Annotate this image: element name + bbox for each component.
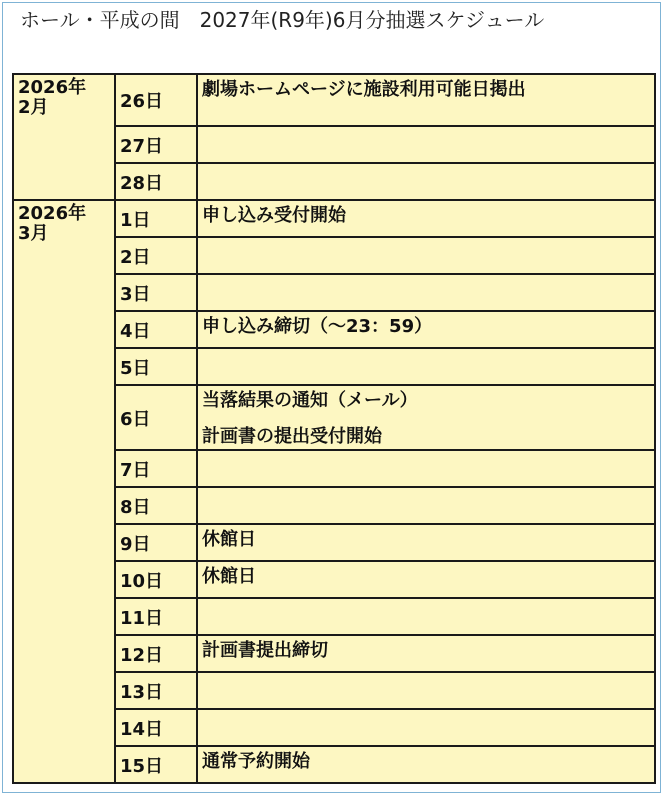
event-cell [197, 126, 655, 163]
event-text: 計画書の提出受付開始 [202, 426, 382, 447]
month-label: 2月 [18, 97, 49, 118]
day-cell: 11日 [115, 598, 197, 635]
day-cell: 28日 [115, 163, 197, 200]
event-cell [197, 74, 655, 126]
day-cell: 3日 [115, 274, 197, 311]
event-cell [197, 487, 655, 524]
day-cell: 26日 [115, 74, 197, 126]
month-label: 3月 [18, 223, 49, 244]
event-cell [197, 163, 655, 200]
table-row [13, 74, 655, 126]
event-text: 劇場ホームページに施設利用可能日掲出 [202, 79, 526, 100]
event-text: 通常予約開始 [202, 751, 310, 772]
event-cell [197, 237, 655, 274]
month-cell [13, 200, 115, 783]
event-cell [197, 524, 655, 561]
day-cell: 9日 [115, 524, 197, 561]
day-cell: 1日 [115, 200, 197, 237]
schedule-body [13, 74, 655, 783]
event-cell [197, 200, 655, 237]
day-cell: 10日 [115, 561, 197, 598]
day-cell: 27日 [115, 126, 197, 163]
event-text: 計画書提出締切 [202, 640, 328, 661]
event-text: 休館日 [202, 529, 256, 550]
table-row [13, 200, 655, 237]
event-cell [197, 672, 655, 709]
event-cell [197, 746, 655, 783]
day-cell: 14日 [115, 709, 197, 746]
event-cell [197, 450, 655, 487]
page-title: ホール・平成の間 2027年(R9年)6月分抽選スケジュール [20, 8, 545, 32]
day-cell: 6日 [115, 385, 197, 450]
event-cell [197, 274, 655, 311]
event-cell [197, 635, 655, 672]
event-cell [197, 709, 655, 746]
event-cell [197, 311, 655, 348]
event-cell [197, 561, 655, 598]
schedule-table [12, 73, 656, 784]
event-text: 当落結果の通知（メール） [202, 390, 418, 411]
day-cell: 2日 [115, 237, 197, 274]
event-text: 申し込み受付開始 [202, 205, 346, 226]
month-cell [13, 74, 115, 200]
month-year-label: 2026年 [18, 77, 87, 98]
day-cell: 5日 [115, 348, 197, 385]
event-cell [197, 348, 655, 385]
day-cell: 4日 [115, 311, 197, 348]
event-text: 休館日 [202, 566, 256, 587]
day-cell: 15日 [115, 746, 197, 783]
event-cell [197, 598, 655, 635]
day-cell: 7日 [115, 450, 197, 487]
month-year-label: 2026年 [18, 203, 87, 224]
day-cell: 13日 [115, 672, 197, 709]
event-text: 申し込み締切（～23：59） [202, 316, 433, 337]
event-cell [197, 385, 655, 450]
day-cell: 12日 [115, 635, 197, 672]
day-cell: 8日 [115, 487, 197, 524]
